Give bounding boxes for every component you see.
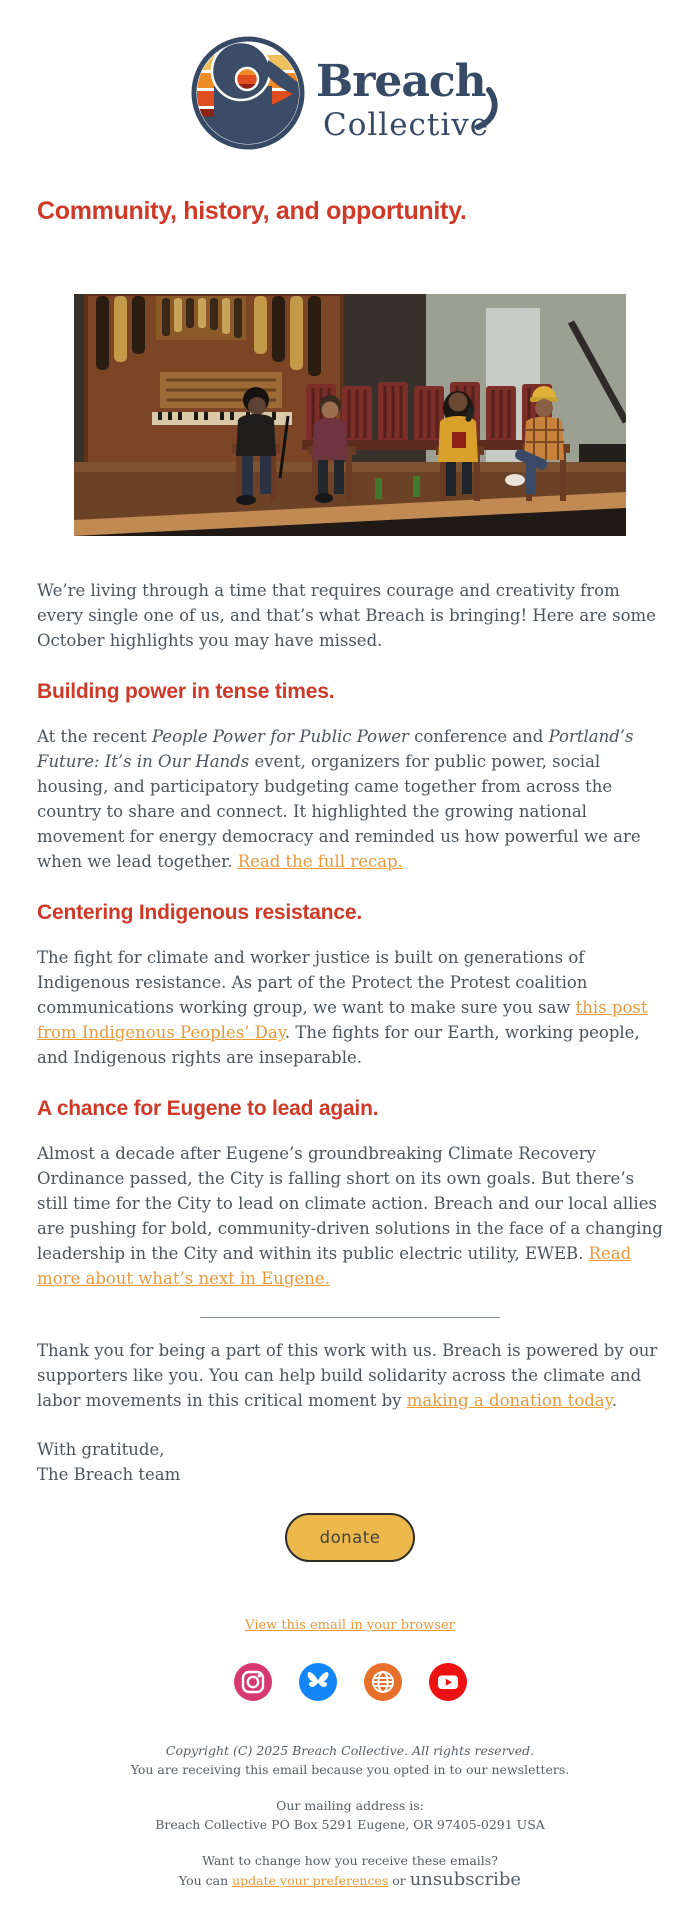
section-divider — [200, 1317, 500, 1318]
text-segment: Thank you for being a part of this work with us. Breach is powered by our supporters like you. You can help build solidarity across the climate and labor movements in this critical moment by — [37, 1341, 658, 1410]
text-segment: conference and — [408, 727, 549, 746]
wave-logo-icon — [190, 34, 510, 152]
text-segment: or — [388, 1873, 410, 1888]
thank-you-paragraph — [37, 1338, 663, 1413]
section-paragraph-indigenous-resistance — [37, 945, 663, 1070]
section-heading-indigenous-resistance: Centering Indigenous resistance. — [37, 901, 363, 924]
text-segment: event, organizers for public power, social housing, and participatory budgeting came together from across the country to share and connect. It highlighted the growing national movement for energy democracy and reminded us how powerful we are when we lead together. — [37, 752, 641, 871]
view-in-browser-link[interactable]: View this email in your browser — [245, 1618, 455, 1633]
text-segment: . The fights for our Earth, working people, and Indigenous rights are inseparable. — [37, 1023, 640, 1067]
unsubscribe-link: unsubscribe — [409, 1869, 522, 1890]
text-segment: . — [611, 1391, 618, 1410]
brand-logo — [37, 34, 663, 152]
instagram-icon[interactable] — [234, 1663, 272, 1701]
text-segment: At the recent — [37, 727, 152, 746]
mailing-address-label: Our mailing address is: — [276, 1798, 424, 1813]
section-paragraph-eugene — [37, 1141, 663, 1291]
event-panel-photo — [74, 294, 626, 536]
indigenous-post-link[interactable]: this post from Indigenous Peoples’ Day — [37, 998, 648, 1042]
section-paragraph-building-power — [37, 724, 663, 874]
donation-link[interactable]: making a donation today — [406, 1391, 612, 1410]
globe-icon[interactable] — [364, 1663, 402, 1701]
bluesky-icon[interactable] — [299, 1663, 337, 1701]
signoff-line-1: With gratitude, — [37, 1440, 165, 1459]
change-emails-question: Want to change how you receive these emails? — [202, 1853, 498, 1868]
logo-word-breach: Breach — [316, 56, 486, 107]
text-segment: Almost a decade after Eugene’s groundbreaking Climate Recovery Ordinance passed, the City is falling short on its own goals. But there’s still time for the City to lead on climate action. Breach and our local allies are pushing for bold, community-driven solutions in the face of a changing leadership in the City and within its public electric utility, EWEB. — [37, 1144, 663, 1263]
preferences-link[interactable]: update your preferences — [232, 1873, 389, 1888]
panel-photo-illustration — [74, 294, 626, 536]
text-segment: The fight for climate and worker justice is built on generations of Indigenous resistance. As part of the Protect the Protest coalition communications working group, we want to make sure you saw — [37, 948, 588, 1017]
preferences-line — [37, 1870, 663, 1890]
logo-word-collective: Collective — [323, 107, 490, 143]
mailing-address: Breach Collective PO Box 5291 Eugene, OR 97405-0291 USA — [155, 1817, 545, 1832]
social-links — [37, 1663, 663, 1701]
eugene-link[interactable]: Read more about what’s next in Eugene. — [37, 1244, 632, 1288]
text-segment: You can — [178, 1873, 233, 1888]
signoff — [37, 1437, 663, 1487]
text-segment: We’re living through a time that requires courage and creativity from every single one of us, and that’s what Breach is bringing! Here are some October highlights you may have missed. — [37, 581, 656, 650]
intro-paragraph — [37, 578, 663, 653]
section-heading-eugene: A chance for Eugene to lead again. — [37, 1097, 379, 1120]
signoff-line-2: The Breach team — [37, 1465, 181, 1484]
text-segment: People Power for Public Power — [151, 727, 409, 746]
youtube-icon[interactable] — [429, 1663, 467, 1701]
footer — [37, 1741, 663, 1890]
text-segment: Portland’s Future: It’s in Our Hands — [37, 727, 634, 771]
newsletter-headline: Community, history, and opportunity. — [37, 197, 467, 225]
recap-link[interactable]: Read the full recap. — [237, 852, 403, 871]
section-heading-building-power: Building power in tense times. — [37, 680, 335, 703]
donate-button[interactable]: donate — [285, 1513, 416, 1562]
opt-in-line: You are receiving this email because you opted in to our newsletters. — [130, 1762, 570, 1777]
copyright-line: Copyright (C) 2025 Breach Collective. All rights reserved. — [165, 1743, 535, 1758]
